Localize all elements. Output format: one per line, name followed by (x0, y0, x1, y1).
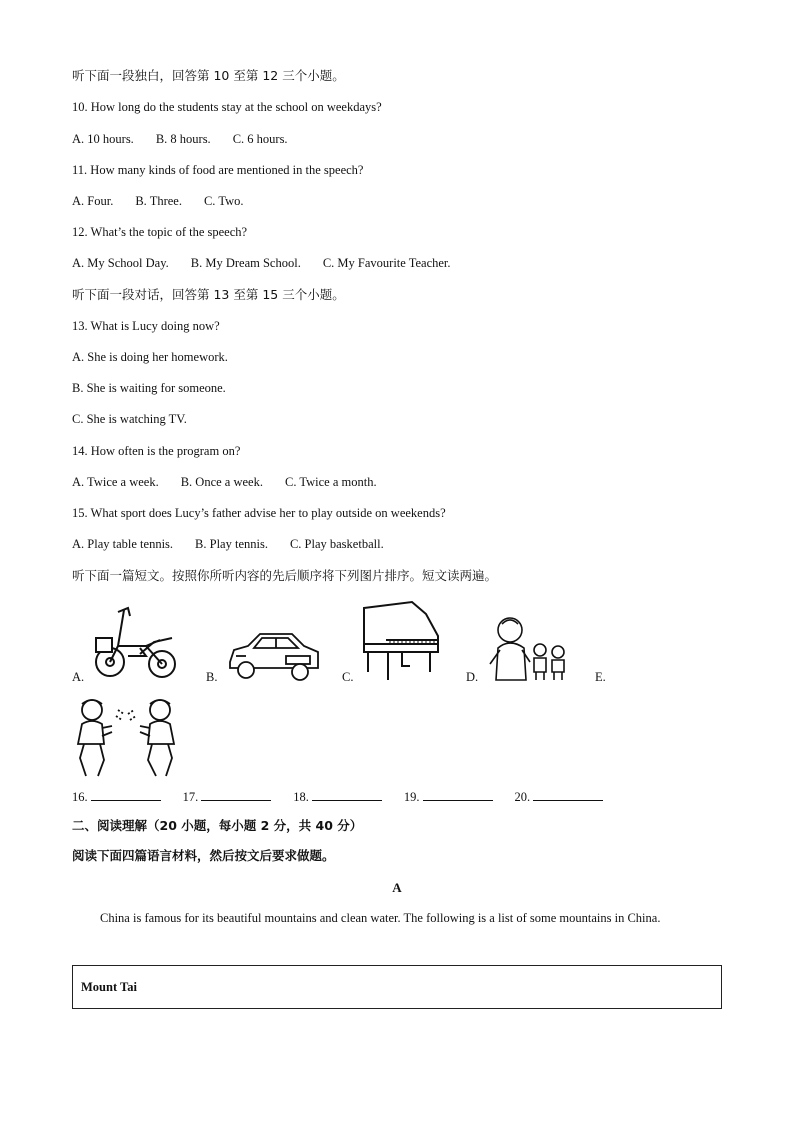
option-c: C. My Favourite Teacher. (322, 256, 451, 270)
picture-label-d: D. (466, 670, 479, 684)
question-13-option-b: B. She is waiting for someone. (72, 381, 226, 395)
option-a: A. Four. (72, 194, 114, 208)
intro-passage: 听下面一篇短文。按照你所听内容的先后顺序将下列图片排序。短文读两遍。 (72, 568, 498, 583)
passage-text: China is famous for its beautiful mountains and clean water. The following is a list of some mountains in China. (100, 911, 661, 925)
intro-dialogue: 听下面一段对话，回答第 13 至第 15 三个小题。 (72, 287, 345, 302)
option-a: A. Twice a week. (72, 475, 159, 489)
question-13-option-c: C. She is watching TV. (72, 412, 187, 426)
intro-monologue: 听下面一段独白，回答第 10 至第 12 三个小题。 (72, 68, 345, 83)
picture-label-b: B. (206, 670, 218, 684)
question-15-options (72, 536, 406, 552)
blank-19[interactable] (404, 788, 493, 805)
section-title: 二、阅读理解（20 小题，每小题 2 分，共 40 分） (72, 818, 363, 833)
blank-20[interactable] (515, 788, 604, 805)
option-a: A. 10 hours. (72, 132, 134, 146)
picture-label-c: C. (342, 670, 354, 684)
question-14: 14. How often is the program on? (72, 444, 241, 458)
option-b: B. 8 hours. (155, 132, 211, 146)
section-instruction: 阅读下面四篇语言材料，然后按文后要求做题。 (72, 848, 335, 863)
picture-label-e: E. (595, 670, 606, 684)
question-12-options (72, 255, 473, 271)
electric-bike-picture (88, 602, 180, 680)
car-picture (226, 628, 322, 682)
question-13: 13. What is Lucy doing now? (72, 319, 220, 333)
option-a: A. Play table tennis. (72, 537, 174, 551)
question-15: 15. What sport does Lucy’s father advise her to play outside on weekends? (72, 506, 446, 520)
blank-number: 16. (72, 790, 88, 804)
blank-18[interactable] (293, 788, 382, 805)
blank-number: 17. (182, 790, 199, 804)
answer-blanks (72, 788, 625, 805)
question-11: 11. How many kinds of food are mentioned in the speech? (72, 163, 364, 177)
option-b: B. Three. (135, 194, 182, 208)
fighting-boys-picture (72, 696, 182, 778)
blank-number: 19. (403, 790, 420, 804)
question-13-option-a: A. She is doing her homework. (72, 350, 228, 364)
blank-16[interactable] (72, 788, 161, 805)
option-c: C. Play basketball. (289, 537, 384, 551)
mountain-table (72, 965, 722, 1009)
question-14-options (72, 474, 399, 490)
passage-label: A (392, 880, 402, 895)
table-cell-title: Mount Tai (81, 980, 137, 994)
option-b: B. Once a week. (180, 475, 263, 489)
question-11-options (72, 193, 266, 209)
question-12: 12. What’s the topic of the speech? (72, 225, 248, 239)
blank-17[interactable] (183, 788, 272, 805)
blank-number: 18. (293, 790, 309, 804)
option-b: B. My Dream School. (190, 256, 301, 270)
option-a: A. My School Day. (72, 256, 169, 270)
blank-number: 20. (514, 790, 531, 804)
question-10: 10. How long do the students stay at the school on weekdays? (72, 100, 382, 114)
question-10-options (72, 131, 310, 147)
picture-label-a: A. (72, 670, 85, 684)
piano-picture (358, 600, 442, 682)
option-b: B. Play tennis. (195, 537, 268, 551)
teacher-and-children-picture (486, 614, 570, 682)
option-c: C. Two. (203, 194, 244, 208)
option-c: C. 6 hours. (232, 132, 288, 146)
option-c: C. Twice a month. (284, 475, 377, 489)
